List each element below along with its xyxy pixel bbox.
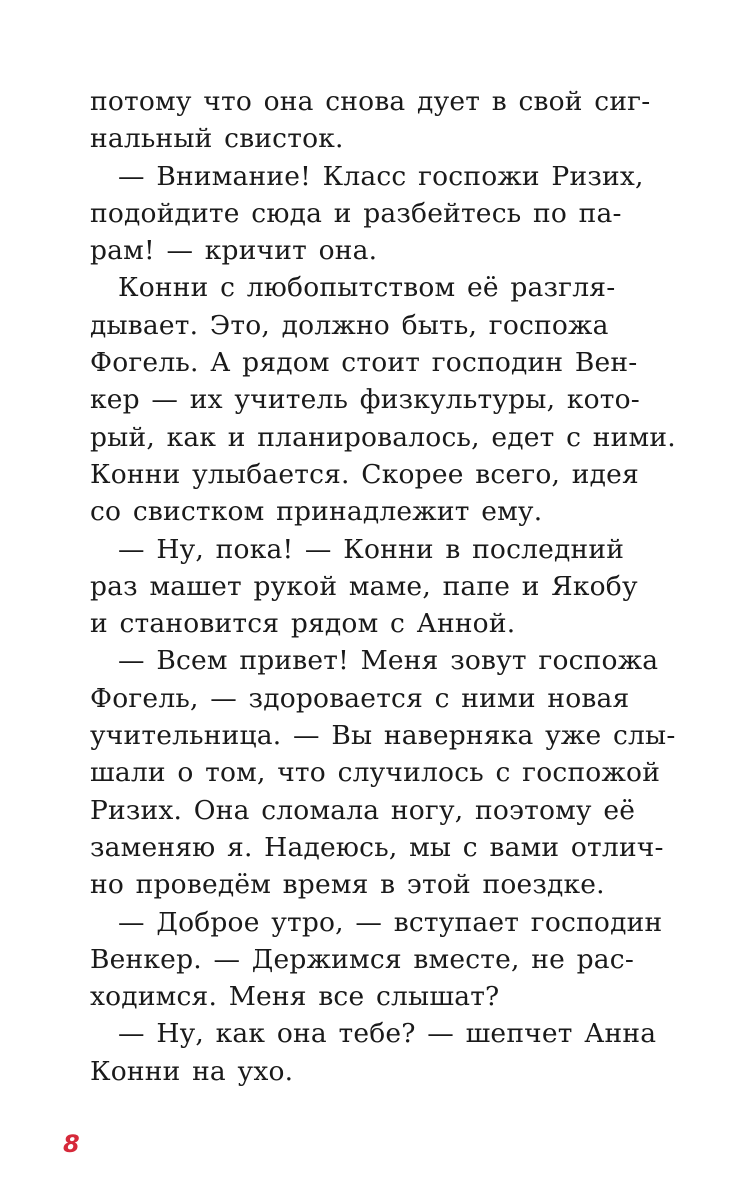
text-line: Конни улыбается. Скорее всего, идея bbox=[90, 458, 639, 490]
text-line: — Всем привет! Меня зовут госпожа bbox=[118, 645, 659, 677]
text-line: — Доброе утро, — вступает господин bbox=[118, 906, 663, 938]
text-line: со свистком принадлежит ему. bbox=[90, 496, 543, 528]
text-line: учительница. — Вы наверняка уже слы- bbox=[90, 720, 676, 752]
text-line: потому что она снова дует в свой сиг- bbox=[90, 86, 651, 117]
text-line: Фогель, — здоровается с ними новая bbox=[90, 682, 630, 714]
text-line: Венкер. — Держимся вместе, не рас- bbox=[90, 943, 634, 975]
page-number: 8 bbox=[63, 1130, 80, 1158]
text-line: раз машет рукой маме, папе и Якобу bbox=[90, 570, 638, 602]
text-line: — Ну, пока! — Конни в последний bbox=[118, 533, 625, 565]
text-line: Конни на ухо. bbox=[90, 1055, 294, 1087]
text-line: рам! — кричит она. bbox=[90, 235, 378, 267]
text-line: шали о том, что случилось с госпожой bbox=[90, 757, 661, 789]
text-line: нальный свисток. bbox=[90, 123, 344, 155]
text-line: — Внимание! Класс госпожи Ризих, bbox=[118, 160, 644, 192]
text-line: заменяю я. Надеюсь, мы с вами отлич- bbox=[90, 831, 664, 863]
text-line: подойдите сюда и разбейтесь по па- bbox=[90, 197, 622, 229]
text-line: Фогель. А рядом стоит господин Вен- bbox=[90, 347, 638, 379]
text-line: — Ну, как она тебе? — шепчет Анна bbox=[118, 1018, 657, 1050]
text-line: дывает. Это, должно быть, госпожа bbox=[90, 309, 609, 341]
text-line: ходимся. Меня все слышат? bbox=[90, 981, 500, 1013]
text-line: кер — их учитель физкультуры, кото- bbox=[90, 384, 640, 416]
text-line: Конни с любопытством её разгля- bbox=[118, 272, 616, 304]
text-line: и становится рядом с Анной. bbox=[90, 608, 516, 640]
body-text bbox=[90, 83, 676, 1090]
text-line: Ризих. Она сломала ногу, поэтому её bbox=[90, 794, 636, 826]
text-line: рый, как и планировалось, едет с ними. bbox=[90, 421, 676, 453]
text-line: но проведём время в этой поездке. bbox=[90, 869, 605, 901]
